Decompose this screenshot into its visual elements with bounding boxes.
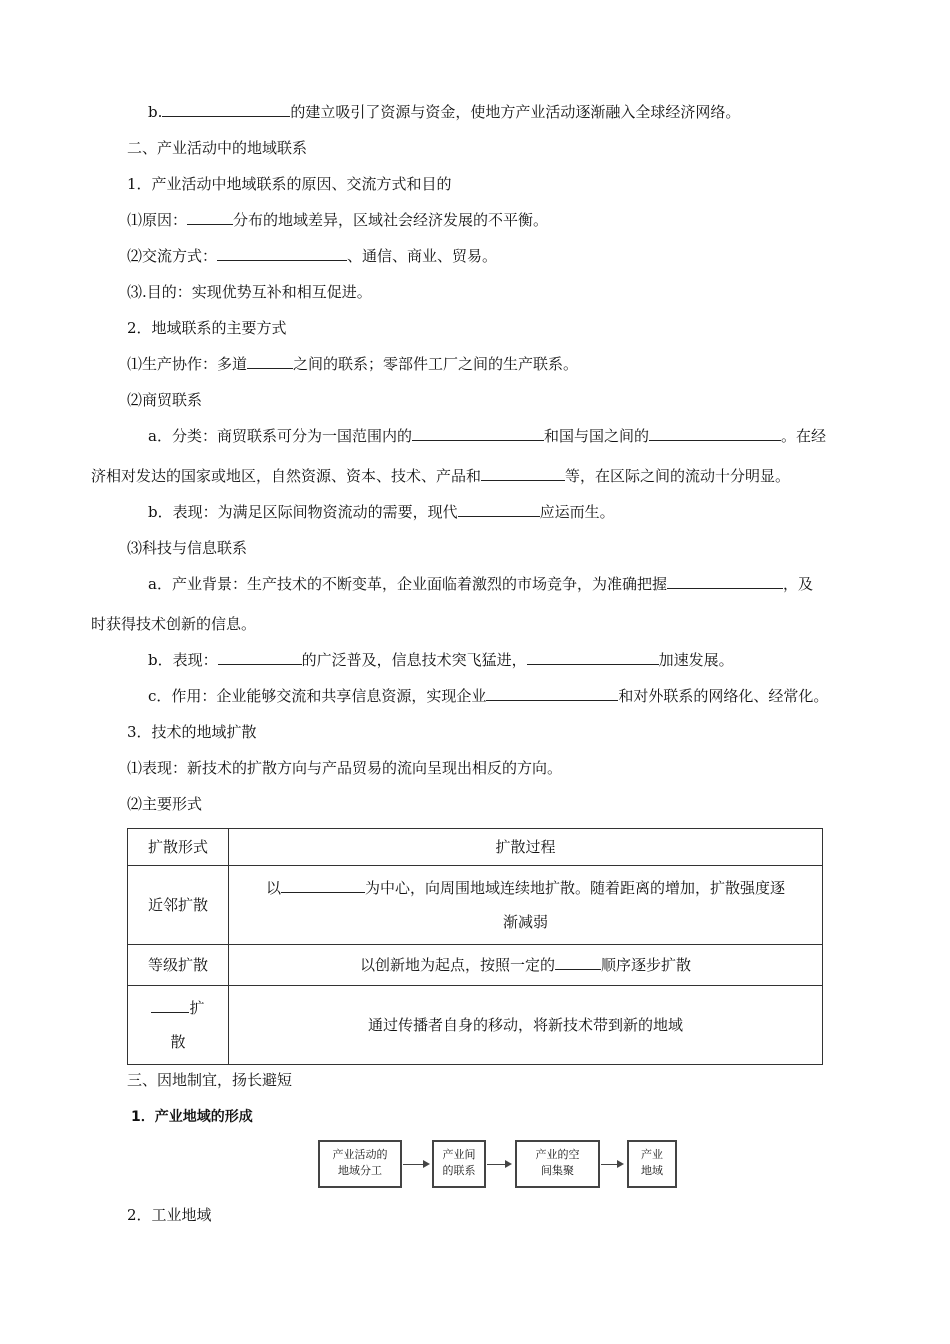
subheading-3: 3．技术的地域扩散 [127,723,257,741]
table-cell-process: 以创新地为起点，按照一定的 顺序逐步扩散 [229,945,823,986]
line-purpose: ⑶.目的：实现优势互补和相互促进。 [127,283,372,301]
blank[interactable] [247,354,293,369]
flow-arrow [403,1164,428,1165]
line-tech-c: c．作用：企业能够交流和共享信息资源，实现企业 和对外联系的网络化、经常化。 [148,687,829,705]
table-cell-form: 近邻扩散 [128,866,229,945]
diffusion-table [127,828,823,1065]
blank[interactable] [218,650,302,665]
blank[interactable] [481,466,565,481]
blank[interactable] [217,246,347,261]
section-heading-2: 二、产业活动中的地域联系 [127,139,308,157]
table-cell-process: 以 为中心，向周围地域连续地扩散。随着距离的增加，扩散强度逐 渐减弱 [229,866,823,945]
line-production: ⑴生产协作：多道 之间的联系；零部件工厂之间的生产联系。 [127,355,579,373]
line-trade-a: a．分类：商贸联系可分为一国范围内的 和国与国之间的 。在经 [148,427,826,445]
line-exchange: ⑵交流方式： 、通信、商业、贸易。 [127,247,498,265]
blank[interactable] [187,210,233,225]
blank[interactable] [667,574,783,589]
subheading-5: 2．工业地域 [127,1206,212,1224]
table-header-cell: 扩散形式 [128,829,229,866]
line-tech-a2: 时获得技术创新的信息。 [91,615,257,633]
line-trade: ⑵商贸联系 [127,391,203,409]
line-b-intro: b. 的建立吸引了资源与资金，使地方产业活动逐渐融入全球经济网络。 [148,103,741,121]
line-trade-b: b．表现：为满足区际间物资流动的需要，现代 应运而生。 [148,503,615,521]
line-reason: ⑴原因： 分布的地域差异，区域社会经济发展的不平衡。 [127,211,549,229]
blank[interactable] [486,686,618,701]
flow-box-agglomeration: 产业的空 间集聚 [515,1140,600,1188]
table-cell-process: 通过传播者自身的移动，将新技术带到新的地域 [229,986,823,1065]
flow-box-division: 产业活动的 地域分工 [318,1140,402,1188]
flow-arrow [601,1164,622,1165]
flow-box-region: 产业 地域 [627,1140,677,1188]
line-trade-a2: 济相对发达的国家或地区，自然资源、资本、技术、产品和 等，在区际之间的流动十分明显。 [91,467,791,485]
blank[interactable] [162,102,290,117]
line-tech-b: b．表现： 的广泛普及，信息技术突飞猛进， 加速发展。 [148,651,734,669]
table-cell-form: 扩 散 [128,986,229,1065]
blank[interactable] [412,426,544,441]
line-diffusion: ⑴表现：新技术的扩散方向与产品贸易的流向呈现出相反的方向。 [127,759,563,777]
table-row [128,866,823,945]
blank[interactable] [458,502,540,517]
flow-arrow [487,1164,510,1165]
line-forms: ⑵主要形式 [127,795,203,813]
subheading-4: 1．产业地域的形成 [131,1109,253,1125]
blank[interactable] [527,650,659,665]
table-cell-form: 等级扩散 [128,945,229,986]
section-heading-3: 三、因地制宜，扬长避短 [127,1071,293,1089]
table-row [128,945,823,986]
blank[interactable] [281,878,365,893]
blank[interactable] [151,998,189,1013]
line-tech-a: a．产业背景：生产技术的不断变革，企业面临着激烈的市场竞争，为准确把握 ，及 [148,575,813,593]
subheading-2: 2．地域联系的主要方式 [127,319,287,337]
table-header-row [128,829,823,866]
flow-box-links: 产业间 的联系 [432,1140,486,1188]
table-header-cell: 扩散过程 [229,829,823,866]
blank[interactable] [649,426,781,441]
line-tech: ⑶科技与信息联系 [127,539,248,557]
blank[interactable] [555,955,601,970]
table-row [128,986,823,1065]
subheading-1: 1．产业活动中地域联系的原因、交流方式和目的 [127,175,452,193]
